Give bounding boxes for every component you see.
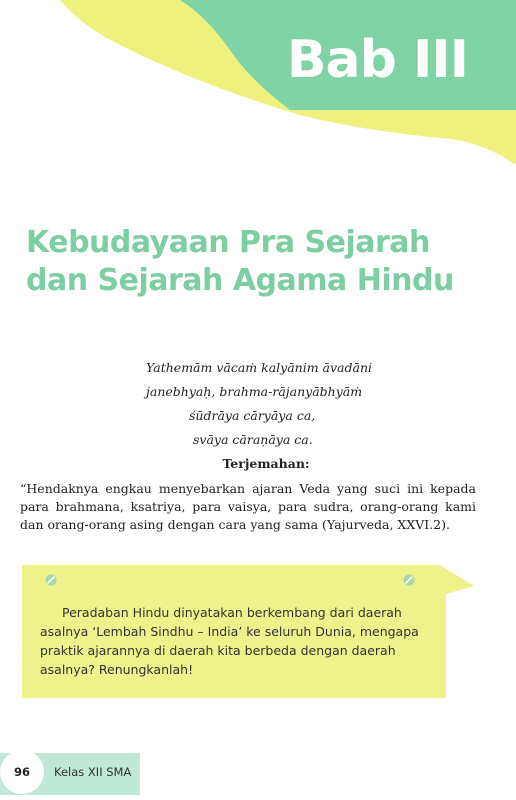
reflection-note-text <box>40 603 450 679</box>
page-number: 96 <box>13 765 30 779</box>
pin-icon-left <box>46 575 57 586</box>
book-label: Kelas XII SMA <box>54 765 132 779</box>
chapter-title <box>26 224 454 300</box>
chapter-title-line-1: Kebudayaan Pra Sejarah <box>26 225 430 260</box>
translation-label: Terjemahan: <box>222 456 310 471</box>
translation-text: “Hendaknya engkau menyebarkan ajaran Veda yang suci ini kepada para brahmana, ksatriya, para vaisya, para sudra, orang-orang kami dan orang-orang asing dengan cara yang sama (Yajurveda, XXVI.2). <box>20 481 476 532</box>
verse-line-1: Yathemām vācaṁ kalyānim āvadāni <box>146 360 373 375</box>
pin-icon-right <box>404 575 415 586</box>
chapter-title-line-2: dan Sejarah Agama Hindu <box>26 263 454 298</box>
verse-line-2: janebhyaḥ, brahma-rājanyābhyāṁ <box>146 384 363 399</box>
note-body: Peradaban Hindu dinyatakan berkembang dari daerah asalnya ‘Lembah Sindhu – India’ ke seluruh Dunia, mengapa praktik ajarannya di daerah kita berbeda dengan daerah asalnya? Renungkanlah! <box>40 605 419 677</box>
chapter-label: Bab III <box>286 30 468 90</box>
verse-line-3: śūdrāya cāryāya ca, <box>189 408 316 423</box>
verse-line-4: svāya cāraṇāya ca. <box>193 432 313 447</box>
